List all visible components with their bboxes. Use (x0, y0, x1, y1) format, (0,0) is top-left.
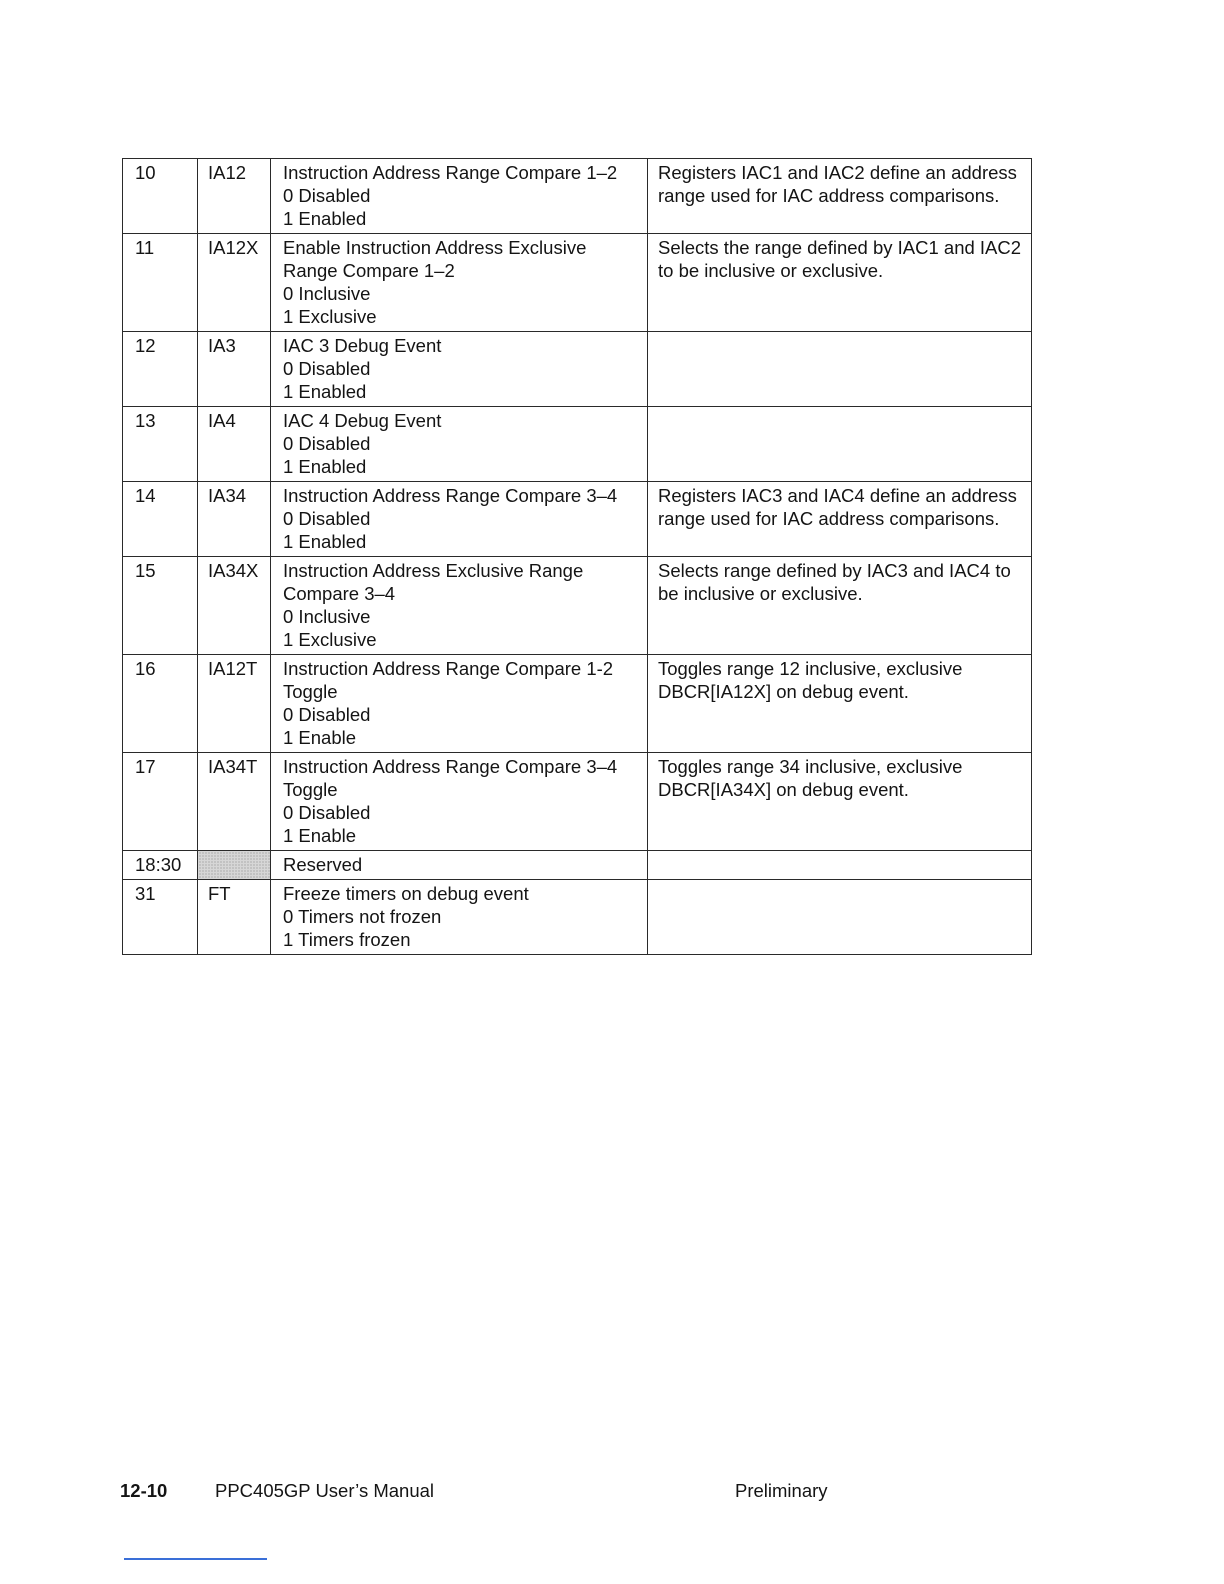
function-cell (271, 234, 648, 332)
bits-cell: 10 (123, 159, 198, 234)
function-line: Instruction Address Range Compare 1-2 (283, 658, 614, 679)
function-line: Instruction Address Range Compare 3–4 (283, 756, 618, 777)
bits-cell: 31 (123, 880, 198, 955)
function-line: Instruction Address Range Compare 1–2 (283, 162, 618, 183)
table-row (123, 407, 1032, 482)
table-row (123, 159, 1032, 234)
function-line: Enable Instruction Address Exclusive (283, 237, 587, 258)
function-line: Range Compare 1–2 (283, 260, 455, 281)
page-footer (0, 1480, 1224, 1506)
description-cell (648, 851, 1032, 880)
bits-cell: 11 (123, 234, 198, 332)
function-cell (271, 332, 648, 407)
function-line: 1 Enable (283, 825, 357, 846)
function-line: 1 Enable (283, 727, 357, 748)
function-line: Toggle (283, 681, 338, 702)
bits-cell: 18:30 (123, 851, 198, 880)
description-cell: Selects range defined by IAC3 and IAC4 to be inclusive or exclusive. (648, 557, 1032, 655)
function-line: 0 Disabled (283, 185, 371, 206)
table-row (123, 880, 1032, 955)
field-name-cell: IA3 (198, 332, 271, 407)
bits-cell: 16 (123, 655, 198, 753)
function-line: Toggle (283, 779, 338, 800)
description-cell: Registers IAC3 and IAC4 define an address range used for IAC address comparisons. (648, 482, 1032, 557)
function-cell (271, 851, 648, 880)
function-line: 1 Exclusive (283, 306, 377, 327)
function-line: 1 Enabled (283, 381, 367, 402)
bits-cell: 15 (123, 557, 198, 655)
function-line: 1 Enabled (283, 208, 367, 229)
function-cell (271, 557, 648, 655)
function-line: 0 Timers not frozen (283, 906, 442, 927)
bits-cell: 13 (123, 407, 198, 482)
table-row (123, 851, 1032, 880)
field-name-cell: IA34X (198, 557, 271, 655)
function-cell (271, 407, 648, 482)
function-line: 0 Disabled (283, 802, 371, 823)
function-line: 0 Inclusive (283, 283, 371, 304)
field-name-cell: IA12X (198, 234, 271, 332)
table-row (123, 557, 1032, 655)
function-line: Instruction Address Exclusive Range (283, 560, 584, 581)
description-cell (648, 880, 1032, 955)
function-line: 0 Disabled (283, 508, 371, 529)
table-row (123, 655, 1032, 753)
table-row (123, 753, 1032, 851)
field-name-cell: IA12T (198, 655, 271, 753)
function-line: 0 Disabled (283, 433, 371, 454)
field-name-cell: IA4 (198, 407, 271, 482)
function-line: Compare 3–4 (283, 583, 396, 604)
function-cell (271, 880, 648, 955)
document-status: Preliminary (735, 1480, 828, 1501)
field-name-cell: FT (198, 880, 271, 955)
bottom-rule-divider (124, 1558, 267, 1560)
description-cell (648, 332, 1032, 407)
bits-cell: 14 (123, 482, 198, 557)
table-row (123, 234, 1032, 332)
function-line: 1 Enabled (283, 531, 367, 552)
page-number: 12-10 (120, 1480, 168, 1501)
description-cell: Registers IAC1 and IAC2 define an address range used for IAC address comparisons. (648, 159, 1032, 234)
function-cell (271, 159, 648, 234)
function-line: 0 Disabled (283, 704, 371, 725)
function-line: Instruction Address Range Compare 3–4 (283, 485, 618, 506)
register-field-table (122, 158, 1032, 955)
description-cell (648, 407, 1032, 482)
function-line: IAC 4 Debug Event (283, 410, 442, 431)
function-line: IAC 3 Debug Event (283, 335, 442, 356)
function-line: 0 Disabled (283, 358, 371, 379)
field-name-cell: IA34T (198, 753, 271, 851)
table-row (123, 332, 1032, 407)
function-line: Freeze timers on debug event (283, 883, 529, 904)
manual-title: PPC405GP User’s Manual (215, 1480, 435, 1501)
function-line: Reserved (283, 854, 363, 875)
function-line: 0 Inclusive (283, 606, 371, 627)
function-cell (271, 753, 648, 851)
function-cell (271, 655, 648, 753)
description-cell: Selects the range defined by IAC1 and IAC2 to be inclusive or exclusive. (648, 234, 1032, 332)
description-cell: Toggles range 12 inclusive, exclusive DBCR[IA12X] on debug event. (648, 655, 1032, 753)
bits-cell: 17 (123, 753, 198, 851)
function-line: 1 Timers frozen (283, 929, 411, 950)
table-row (123, 482, 1032, 557)
field-name-cell: IA12 (198, 159, 271, 234)
description-cell: Toggles range 34 inclusive, exclusive DBCR[IA34X] on debug event. (648, 753, 1032, 851)
register-field-table-body (123, 159, 1032, 955)
function-line: 1 Enabled (283, 456, 367, 477)
function-line: 1 Exclusive (283, 629, 377, 650)
reserved-field-cell (198, 851, 271, 880)
bits-cell: 12 (123, 332, 198, 407)
function-cell (271, 482, 648, 557)
field-name-cell: IA34 (198, 482, 271, 557)
